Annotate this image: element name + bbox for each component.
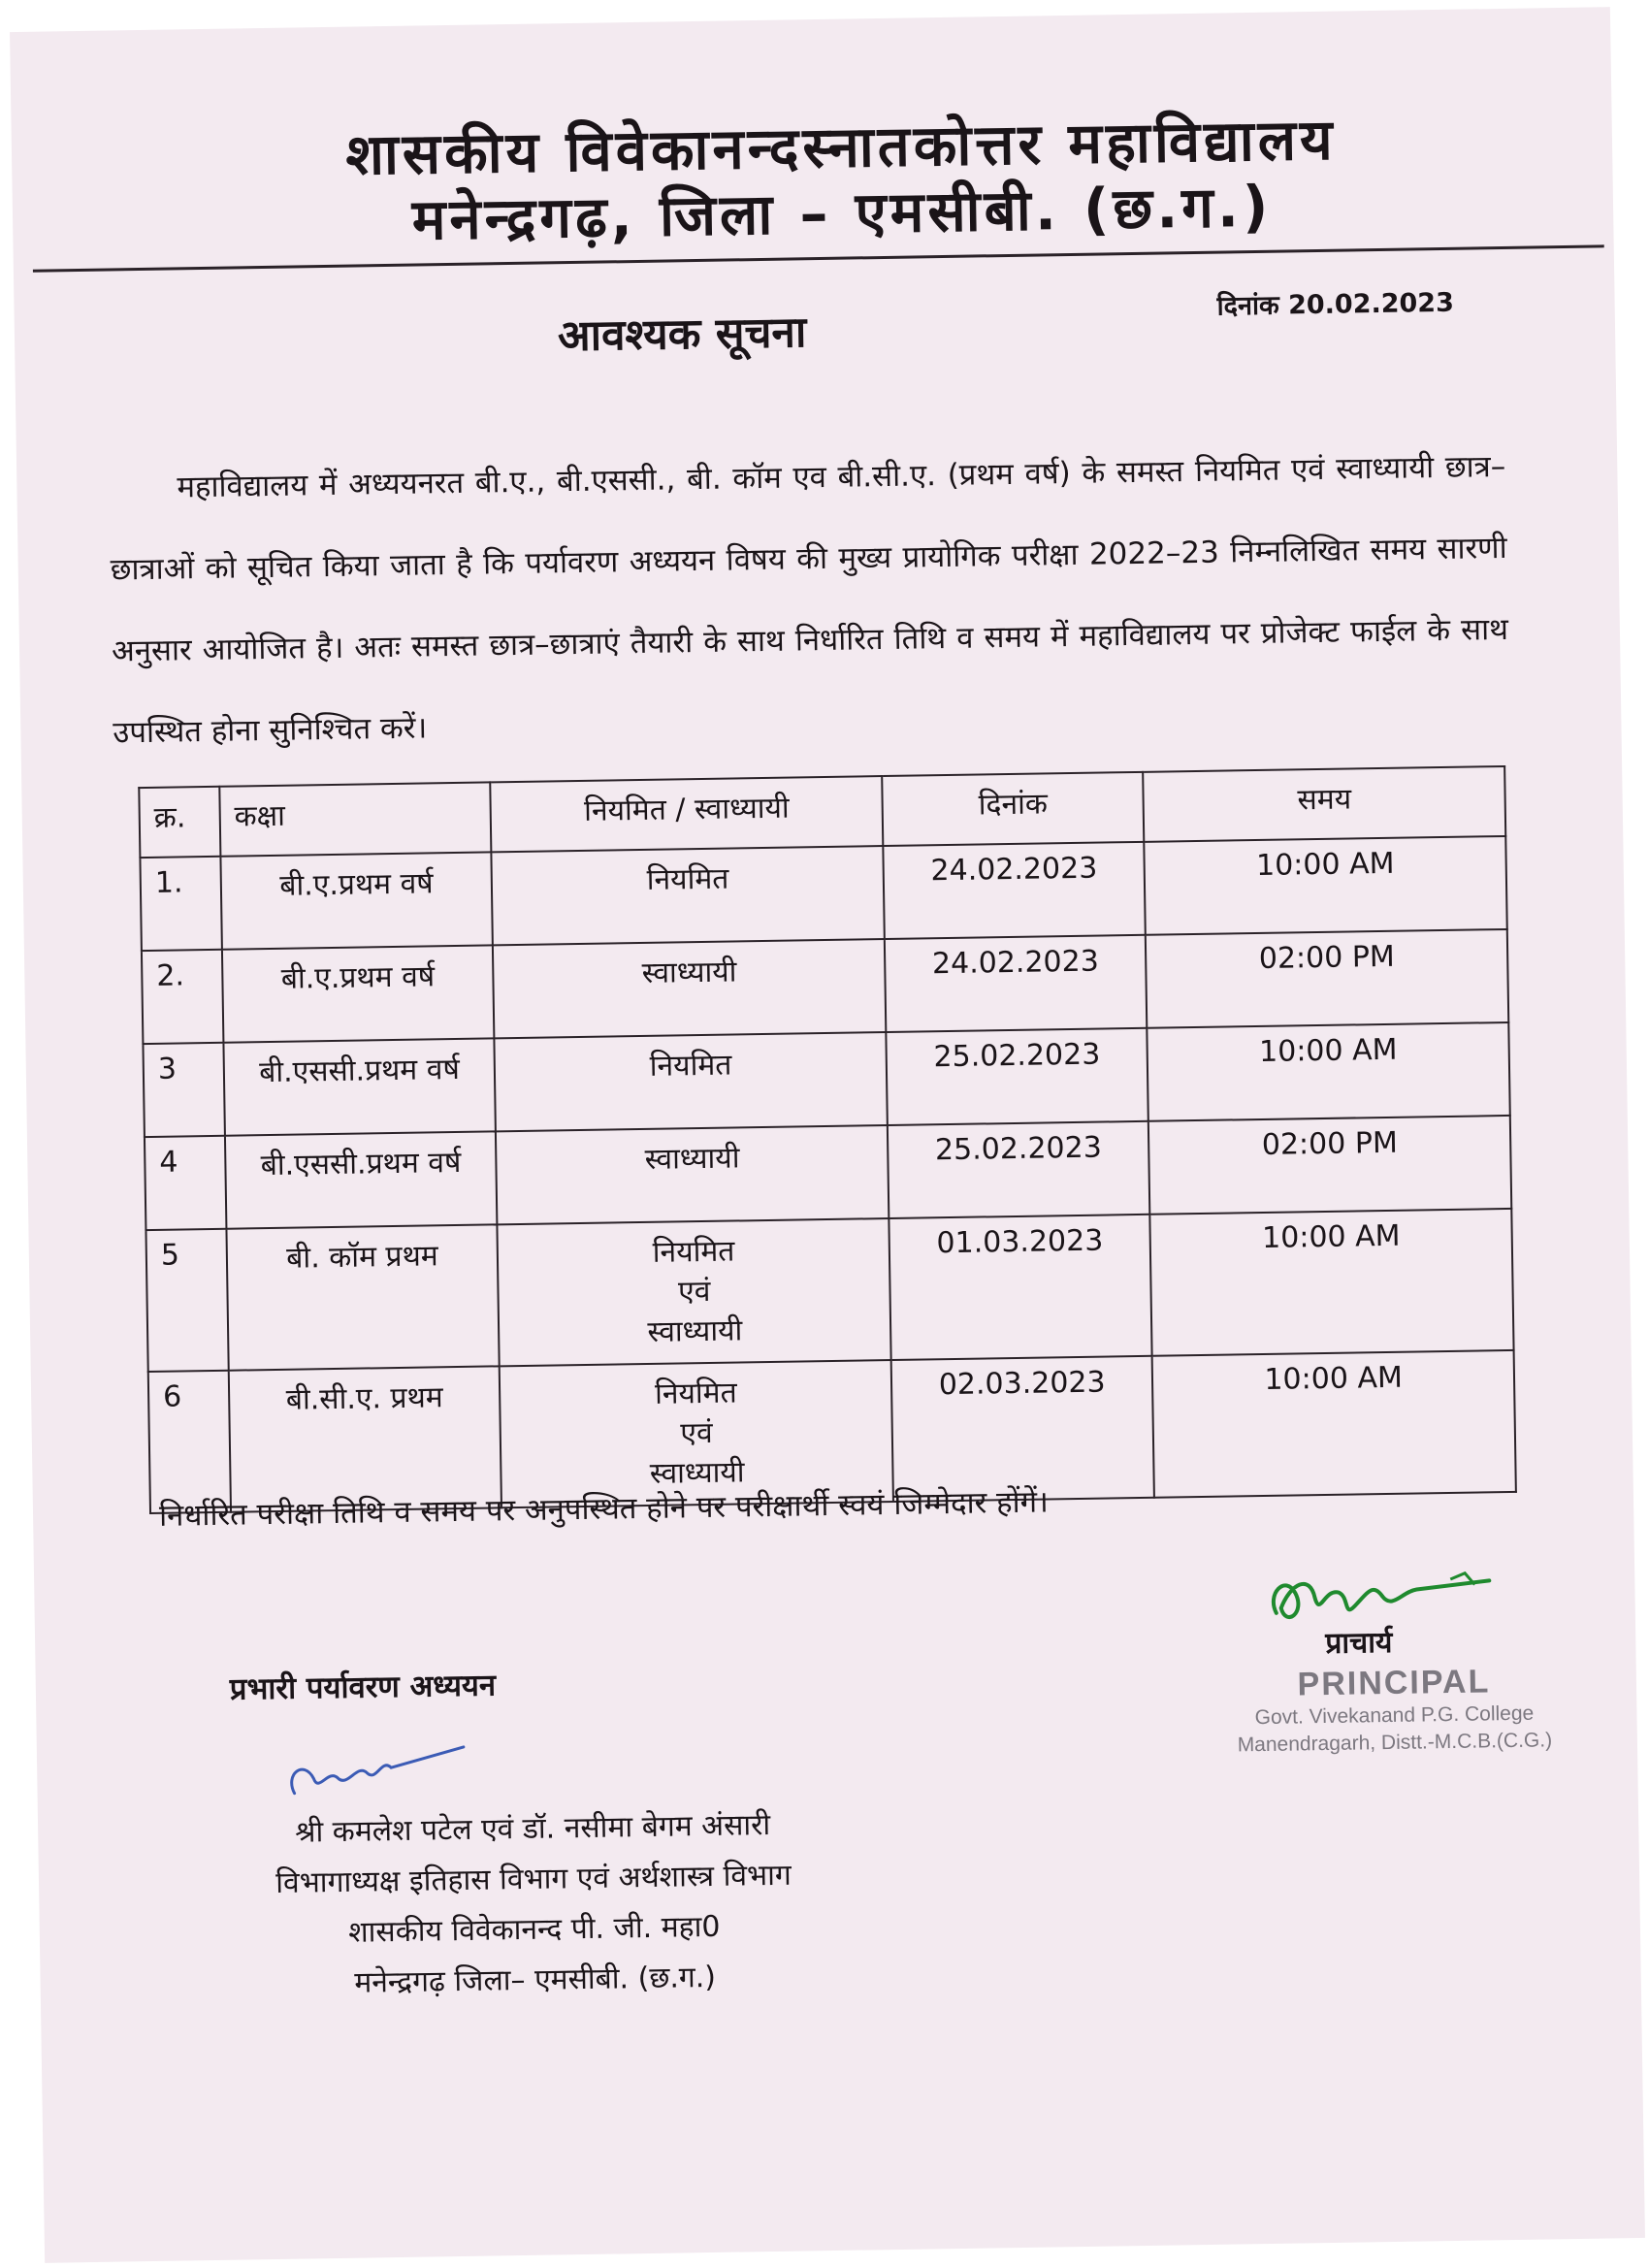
cell-type: स्वाध्यायी [496, 1125, 889, 1224]
cell-class: बी.एससी.प्रथम वर्ष [223, 1038, 496, 1135]
header-time: समय [1143, 766, 1505, 842]
type-line: नियमित [652, 1234, 735, 1270]
principal-title: प्राचार्य [1325, 1625, 1393, 1661]
table-row [146, 1209, 1513, 1372]
cell-time: 02:00 PM [1148, 1116, 1511, 1215]
cell-date: 24.02.2023 [885, 935, 1148, 1032]
cell-time: 10:00 AM [1152, 1350, 1516, 1498]
college-name: शासकीय विवेकानन्दस्नातकोत्तर महाविद्यालय [344, 106, 1338, 188]
type-line: स्वाध्यायी [649, 1455, 745, 1491]
notice-title: आवश्यक सूचना [557, 308, 807, 362]
cell-date: 02.03.2023 [891, 1356, 1154, 1502]
cell-date: 25.02.2023 [888, 1121, 1150, 1218]
incharge-title: प्रभारी पर्यावरण अध्ययन [229, 1668, 497, 1707]
cell-serial: 3 [143, 1043, 224, 1137]
type-line: एवं [680, 1415, 713, 1451]
cell-time: 10:00 AM [1150, 1209, 1514, 1356]
incharge-signature-icon [279, 1733, 474, 1817]
cell-class: बी. कॉम प्रथम [226, 1224, 500, 1370]
incharge-names: श्री कमलेश पटेल एवं डॉ. नसीमा बेगम अंसारी [294, 1808, 771, 1850]
type-line: नियमित [654, 1376, 737, 1411]
stamp-address: Manendragarh, Distt.-M.C.B.(C.G.) [1237, 1729, 1553, 1757]
document-page [10, 7, 1645, 2263]
cell-type [498, 1218, 891, 1366]
cell-serial: 1. [140, 857, 221, 951]
cell-class: बी.ए.प्रथम वर्ष [220, 852, 493, 949]
incharge-college: शासकीय विवेकानन्द पी. जी. महा0 [347, 1909, 721, 1950]
type-line: एवं [677, 1274, 711, 1310]
header-type: नियमित / स्वाध्यायी [491, 776, 884, 852]
cell-class: बी.ए.प्रथम वर्ष [222, 945, 495, 1042]
cell-type: स्वाध्यायी [493, 939, 886, 1038]
cell-serial: 2. [142, 950, 223, 1044]
cell-type: नियमित [495, 1032, 888, 1131]
incharge-departments: विभागाध्यक्ष इतिहास विभाग एवं अर्थशास्त्र विभाग [275, 1858, 792, 1901]
footnote: निर्धारित परीक्षा तिथि व समय पर अनुपस्थित होने पर परीक्षार्थी स्वयं जिम्मेदार होंगें। [158, 1484, 1050, 1534]
cell-class: बी.सी.ए. प्रथम [229, 1366, 502, 1511]
stamp-title: PRINCIPAL [1297, 1663, 1491, 1703]
incharge-details [164, 1798, 904, 2012]
cell-serial: 4 [145, 1136, 226, 1230]
header-date: दिनांक [882, 772, 1144, 846]
type-line: स्वाध्यायी [647, 1313, 743, 1349]
notice-date: दिनांक 20.02.2023 [1216, 287, 1455, 322]
cell-serial: 6 [148, 1371, 231, 1513]
cell-class: बी.एससी.प्रथम वर्ष [225, 1131, 498, 1228]
cell-serial: 5 [146, 1229, 228, 1372]
header-class: कक्षा [219, 782, 492, 856]
cell-date: 01.03.2023 [889, 1215, 1151, 1360]
stamp-college: Govt. Vivekanand P.G. College [1254, 1701, 1535, 1730]
cell-time: 10:00 AM [1148, 1022, 1510, 1121]
exam-schedule-table [138, 765, 1517, 1514]
notice-paragraph: महाविद्यालय में अध्ययनरत बी.ए., बी.एससी., बी. कॉम एव बी.सी.ए. (प्रथम वर्ष) के समस्त नियमित एवं स्वाध्यायी छात्र– छात्राओं को सूचित किया जाता है कि पर्यावरण अध्ययन विषय की मुख्य प्रायोगिक परीक्षा 2022–23 निम्नलिखित समय सारणी अनुसार आयोजित है। अतः समस्त छात्र–छात्राएं तैयारी के साथ निर्धारित तिथि व समय में महाविद्यालय पर प्रोजेक्ट फाईल के साथ उपस्थित होना सुनिश्चित करें। [110, 448, 1509, 751]
principal-stamp [1210, 1662, 1579, 1760]
header-serial: क्र. [139, 787, 220, 858]
cell-type: नियमित [492, 846, 885, 945]
cell-time: 10:00 AM [1145, 836, 1507, 935]
incharge-address: मनेन्द्रगढ़ जिला– एमसीबी. (छ.ग.) [354, 1960, 717, 2000]
cell-date: 25.02.2023 [886, 1028, 1148, 1125]
cell-time: 02:00 PM [1146, 929, 1508, 1028]
cell-date: 24.02.2023 [883, 842, 1146, 939]
college-address: मनेन्द्रगढ़, जिला – एमसीबी. (छ.ग.) [411, 173, 1273, 253]
